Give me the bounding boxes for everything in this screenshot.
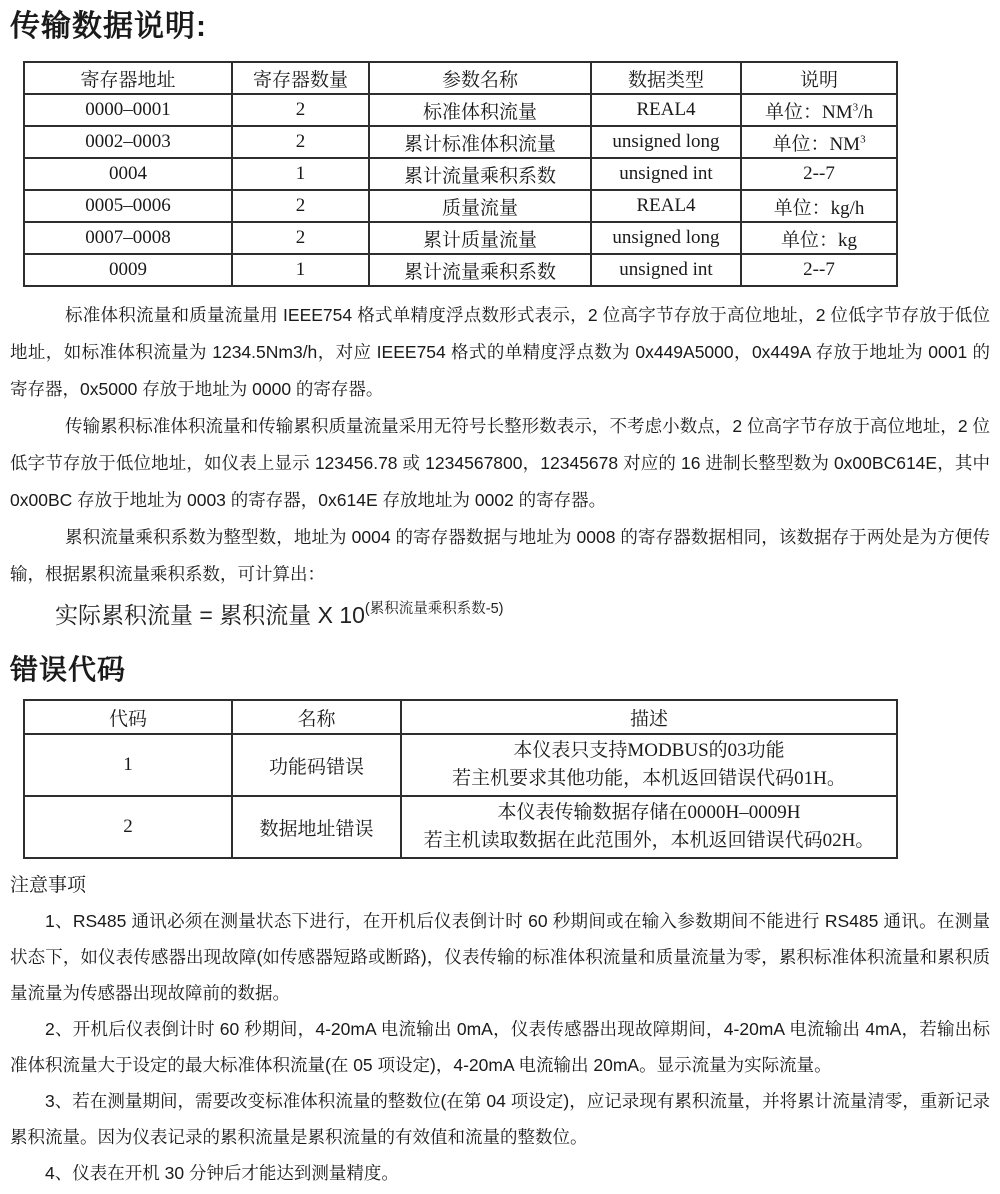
cell-register-count: 2 xyxy=(232,94,369,126)
cell-error-code: 1 xyxy=(24,734,232,796)
cell-error-description xyxy=(401,734,897,796)
header-error-description: 描述 xyxy=(401,700,897,734)
error-desc-line-2: 若主机读取数据在此范围外，本机返回错误代码02H。 xyxy=(423,830,875,851)
table-row xyxy=(24,94,897,126)
cell-data-type: unsigned int xyxy=(591,254,741,286)
formula-exponent: (累积流量乘积系数-5) xyxy=(364,601,504,617)
cell-error-name: 数据地址错误 xyxy=(232,796,401,858)
cell-register-count: 1 xyxy=(232,158,369,190)
cell-parameter-name: 标准体积流量 xyxy=(369,94,591,126)
cell-register-count: 2 xyxy=(232,126,369,158)
notes-list xyxy=(10,903,990,1191)
formula xyxy=(55,595,1000,639)
explanation-text xyxy=(10,297,990,593)
section-title-error-codes: 错误代码 xyxy=(10,654,127,685)
table-row xyxy=(24,254,897,286)
cell-parameter-name: 累计质量流量 xyxy=(369,222,591,254)
error-code-table xyxy=(23,699,898,859)
paragraph-unsigned-long: 传输累积标准体积流量和传输累积质量流量采用无符号长整形数表示，不考虑小数点，2 位高字节存放于高位地址，2 位低字节存放于低位地址，如仪表上显示 123456.78 或 1234567800，12345678 对应的 16 进制长整型数为 0x00BC614E，其中 0x00BC 存放于地址为 0003 的寄存器，0x614E 存放地址为 0002 的寄存器。 xyxy=(10,416,990,510)
cell-description: 2--7 xyxy=(741,254,897,286)
error-table-header-row xyxy=(24,700,897,734)
note-item-4: 4、仪表在开机 30 分钟后才能达到测量精度。 xyxy=(45,1163,399,1183)
table-row xyxy=(24,190,897,222)
formula-base: 实际累积流量 = 累积流量 X 10 xyxy=(55,602,365,628)
unit-superscript: 3 xyxy=(860,133,866,146)
note-item-3: 3、若在测量期间，需要改变标准体积流量的整数位(在第 04 项设定)，应记录现有累积流量，并将累计流量清零，重新记录累积流量。因为仪表记录的累积流量是累积流量的有效值和流量的整数位。 xyxy=(10,1091,990,1147)
error-desc-line-1: 本仪表只支持MODBUS的03功能 xyxy=(513,740,785,761)
header-register-count: 寄存器数量 xyxy=(232,62,369,94)
cell-register-address: 0005–0006 xyxy=(24,190,232,222)
cell-parameter-name: 累计标准体积流量 xyxy=(369,126,591,158)
table-row xyxy=(24,796,897,858)
cell-description: 单位：kg xyxy=(741,222,897,254)
cell-description: 单位：$NM^3$ xyxy=(741,126,897,158)
note-item-1: 1、RS485 通讯必须在测量状态下进行，在开机后仪表倒计时 60 秒期间或在输入参数期间不能进行 RS485 通讯。在测量状态下，如仪表传感器出现故障(如传感器短路或断路)，仪表传输的标准体积流量和质量流量为零，累积标准体积流量和累积质量流量为传感器出现故障前的数据。 xyxy=(10,911,990,1003)
cell-error-name: 功能码错误 xyxy=(232,734,401,796)
error-desc-line-1: 本仪表传输数据存储在0000H–0009H xyxy=(497,802,801,823)
cell-register-address: 0004 xyxy=(24,158,232,190)
cell-register-count: 2 xyxy=(232,190,369,222)
cell-description: 单位：kg/h xyxy=(741,190,897,222)
cell-data-type: REAL4 xyxy=(591,190,741,222)
table-row xyxy=(24,734,897,796)
cell-parameter-name: 累计流量乘积系数 xyxy=(369,158,591,190)
cell-description: 单位：$NM^3/h$ xyxy=(741,94,897,126)
cell-error-description xyxy=(401,796,897,858)
manual-page xyxy=(0,8,1000,1191)
header-parameter-name: 参数名称 xyxy=(369,62,591,94)
header-error-code: 代码 xyxy=(24,700,232,734)
header-data-type: 数据类型 xyxy=(591,62,741,94)
cell-register-address: 0002–0003 xyxy=(24,126,232,158)
cell-data-type: REAL4 xyxy=(591,94,741,126)
unit-superscript: 3 xyxy=(852,101,859,114)
notes-title: 注意事项 xyxy=(10,875,87,896)
register-table xyxy=(23,61,898,287)
note-item-2: 2、开机后仪表倒计时 60 秒期间，4-20mA 电流输出 0mA，仪表传感器出现故障期间，4-20mA 电流输出 4mA，若输出标准体积流量大于设定的最大标准体积流量(在 05 项设定)，4-20mA 电流输出 20mA。显示流量为实际流量。 xyxy=(10,1019,990,1075)
header-register-address: 寄存器地址 xyxy=(24,62,232,94)
paragraph-multiplier: 累积流量乘积系数为整型数，地址为 0004 的寄存器数据与地址为 0008 的寄存器数据相同，该数据存于两处是为方便传输，根据累积流量乘积系数，可计算出： xyxy=(10,527,990,584)
cell-register-address: 0007–0008 xyxy=(24,222,232,254)
table-row xyxy=(24,158,897,190)
cell-parameter-name: 累计流量乘积系数 xyxy=(369,254,591,286)
error-desc-line-2: 若主机要求其他功能，本机返回错误代码01H。 xyxy=(452,768,846,789)
header-error-name: 名称 xyxy=(232,700,401,734)
paragraph-ieee754: 标准体积流量和质量流量用 IEEE754 格式单精度浮点数形式表示，2 位高字节存放于高位地址，2 位低字节存放于低位地址，如标准体积流量为 1234.5Nm3/h，对应 IEEE754 格式的单精度浮点数为 0x449A5000，0x449A 存放于地址为 0001 的寄存器，0x5000 存放于地址为 0000 的寄存器。 xyxy=(10,305,990,399)
cell-description: 2--7 xyxy=(741,158,897,190)
register-table-header-row xyxy=(24,62,897,94)
cell-error-code: 2 xyxy=(24,796,232,858)
cell-register-address: 0000–0001 xyxy=(24,94,232,126)
cell-register-count: 2 xyxy=(232,222,369,254)
header-description: 说明 xyxy=(741,62,897,94)
table-row xyxy=(24,222,897,254)
cell-data-type: unsigned long xyxy=(591,222,741,254)
cell-parameter-name: 质量流量 xyxy=(369,190,591,222)
cell-data-type: unsigned long xyxy=(591,126,741,158)
cell-data-type: unsigned int xyxy=(591,158,741,190)
cell-register-address: 0009 xyxy=(24,254,232,286)
page-title: 传输数据说明: xyxy=(10,10,207,43)
table-row xyxy=(24,126,897,158)
cell-register-count: 1 xyxy=(232,254,369,286)
